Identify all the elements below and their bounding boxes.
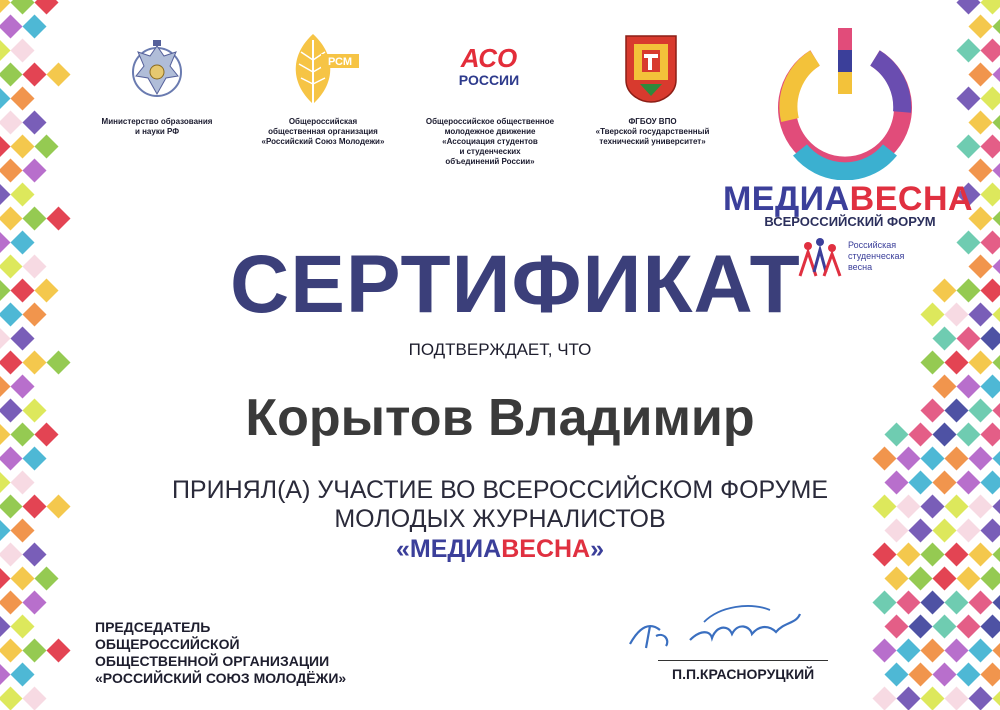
mosaic-diamond — [884, 422, 908, 446]
mosaic-diamond — [980, 662, 1000, 686]
mosaic-diamond — [0, 398, 23, 422]
mosaic-diamond — [896, 638, 920, 662]
mosaic-diamond — [980, 86, 1000, 110]
mosaic-diamond — [980, 422, 1000, 446]
mosaic-diamond — [980, 278, 1000, 302]
mosaic-diamond — [0, 182, 11, 206]
mosaic-diamond — [920, 398, 944, 422]
org-caption-aso: Общероссийское общественное молодежное движение «Ассоциация студентов и студенческих объединений России» — [425, 117, 555, 166]
mosaic-diamond — [956, 566, 980, 590]
mosaic-diamond — [10, 278, 34, 302]
mosaic-diamond — [968, 590, 992, 614]
mosaic-diamond — [908, 518, 932, 542]
mosaic-diamond — [956, 374, 980, 398]
forum-brand-part1: МЕДИА — [722, 180, 850, 218]
mosaic-diamond — [968, 254, 992, 278]
mosaic-diamond — [932, 422, 956, 446]
mosaic-diamond — [0, 326, 11, 350]
mosaic-diamond — [992, 494, 1000, 518]
mosaic-diamond — [992, 158, 1000, 182]
mosaic-diamond — [944, 350, 968, 374]
mosaic-diamond — [10, 662, 34, 686]
mosaic-diamond — [956, 134, 980, 158]
mosaic-diamond — [10, 38, 34, 62]
mosaic-diamond — [22, 590, 46, 614]
mosaic-diamond — [932, 518, 956, 542]
tver-coat-of-arms-icon — [622, 32, 680, 104]
mosaic-diamond — [46, 350, 70, 374]
mosaic-diamond — [968, 110, 992, 134]
event-name-part1: МЕДИА — [409, 535, 502, 563]
mosaic-diamond — [980, 566, 1000, 590]
birch-leaf-rsm-logo — [283, 30, 363, 110]
mosaic-diamond — [956, 278, 980, 302]
mosaic-diamond — [968, 638, 992, 662]
mosaic-diamond — [872, 590, 896, 614]
mosaic-diamond — [0, 206, 23, 230]
mosaic-diamond — [968, 350, 992, 374]
mosaic-diamond — [0, 638, 23, 662]
mosaic-diamond — [932, 614, 956, 638]
aso-logo-bottom-text: РОССИИ — [458, 72, 520, 88]
mosaic-diamond — [0, 38, 11, 62]
mosaic-diamond — [932, 566, 956, 590]
forum-subtitle: ВСЕРОССИЙСКИЙ ФОРУМ — [764, 214, 936, 229]
mosaic-diamond — [968, 398, 992, 422]
mosaic-diamond — [980, 518, 1000, 542]
mosaic-diamond — [980, 38, 1000, 62]
mosaic-diamond — [956, 614, 980, 638]
mosaic-diamond — [34, 422, 58, 446]
mosaic-diamond — [884, 662, 908, 686]
mosaic-diamond — [872, 446, 896, 470]
mosaic-diamond — [992, 206, 1000, 230]
event-name-part2: ВЕСНА — [501, 535, 591, 563]
mosaic-diamond — [920, 590, 944, 614]
mosaic-diamond — [46, 62, 70, 86]
mosaic-diamond — [908, 566, 932, 590]
mosaic-diamond — [0, 0, 11, 15]
mosaic-diamond — [10, 422, 34, 446]
mosaic-diamond — [908, 470, 932, 494]
mosaic-diamond — [980, 0, 1000, 15]
mosaic-diamond — [968, 302, 992, 326]
rsv-emblem-icon — [796, 236, 842, 280]
mosaic-diamond — [992, 110, 1000, 134]
mosaic-diamond — [992, 542, 1000, 566]
mosaic-diamond — [908, 422, 932, 446]
mosaic-diamond — [956, 518, 980, 542]
mosaic-diamond — [968, 542, 992, 566]
mosaic-diamond — [0, 86, 11, 110]
quote-close: » — [590, 535, 605, 563]
mosaic-diamond — [0, 14, 23, 38]
aso-logo — [444, 44, 534, 92]
mosaic-diamond — [34, 278, 58, 302]
mosaic-diamond — [22, 302, 46, 326]
mosaic-diamond — [22, 14, 46, 38]
mosaic-diamond — [10, 230, 34, 254]
mosaic-diamond — [896, 494, 920, 518]
confirms-text: ПОДТВЕРЖДАЕТ, ЧТО — [408, 340, 592, 359]
mosaic-diamond — [920, 446, 944, 470]
mosaic-diamond — [956, 0, 980, 15]
mosaic-diamond — [22, 110, 46, 134]
mosaic-diamond — [896, 446, 920, 470]
mosaic-diamond — [0, 350, 23, 374]
mosaic-diamond — [980, 134, 1000, 158]
mosaic-diamond — [920, 494, 944, 518]
mosaic-diamond — [944, 686, 968, 710]
mosaic-diamond — [0, 542, 23, 566]
mosaic-diamond — [0, 62, 23, 86]
mosaic-diamond — [932, 374, 956, 398]
mosaic-diamond — [980, 230, 1000, 254]
mosaic-diamond — [968, 446, 992, 470]
signatory-name: П.П.КРАСНОРУЦКИЙ — [672, 666, 815, 682]
mosaic-diamond — [992, 446, 1000, 470]
mosaic-diamond — [0, 134, 11, 158]
mosaic-diamond — [956, 86, 980, 110]
mosaic-diamond — [22, 494, 46, 518]
mosaic-diamond — [932, 278, 956, 302]
org-caption-rsm: Общероссийская общественная организация «Российский Союз Молодежи» — [261, 117, 385, 146]
mosaic-diamond — [22, 254, 46, 278]
mosaic-diamond — [10, 182, 34, 206]
mosaic-diamond — [0, 254, 23, 278]
mosaic-diamond — [992, 254, 1000, 278]
mosaic-diamond — [0, 230, 11, 254]
mosaic-diamond — [0, 278, 11, 302]
mosaic-diamond — [956, 470, 980, 494]
power-icon — [770, 20, 920, 180]
mosaic-diamond — [22, 398, 46, 422]
mosaic-diamond — [46, 638, 70, 662]
mosaic-diamond — [872, 638, 896, 662]
mosaic-diamond — [944, 590, 968, 614]
mosaic-diamond — [22, 446, 46, 470]
mosaic-diamond — [944, 446, 968, 470]
mosaic-diamond — [0, 518, 11, 542]
mosaic-diamond — [22, 686, 46, 710]
mosaic-diamond — [992, 590, 1000, 614]
mosaic-diamond — [956, 326, 980, 350]
mosaic-diamond — [956, 38, 980, 62]
mosaic-diamond — [10, 0, 34, 15]
mosaic-diamond — [968, 62, 992, 86]
mosaic-diamond — [10, 134, 34, 158]
mosaic-diamond — [980, 326, 1000, 350]
mosaic-diamond — [992, 302, 1000, 326]
mosaic-diamond — [992, 398, 1000, 422]
participation-line-1: ПРИНЯЛ(А) УЧАСТИЕ ВО ВСЕРОССИЙСКОМ ФОРУМЕ — [171, 476, 829, 504]
mosaic-diamond — [980, 182, 1000, 206]
mosaic-diamond — [10, 470, 34, 494]
handwritten-signature — [620, 596, 810, 660]
mosaic-diamond — [46, 206, 70, 230]
mosaic-diamond — [932, 470, 956, 494]
mosaic-diamond — [0, 446, 23, 470]
tver-university-emblem — [622, 32, 680, 104]
mosaic-diamond — [920, 302, 944, 326]
recipient-name: Корытов Владимир — [245, 389, 755, 447]
mosaic-diamond — [980, 614, 1000, 638]
mosaic-diamond — [992, 686, 1000, 710]
mosaic-diamond — [944, 542, 968, 566]
mosaic-diamond — [34, 566, 58, 590]
mosaic-diamond — [0, 422, 11, 446]
mosaic-diamond — [944, 638, 968, 662]
mosaic-diamond — [22, 542, 46, 566]
org-caption-ministry: Министерство образования и науки РФ — [101, 117, 213, 136]
ministry-emblem — [128, 36, 186, 106]
mosaic-diamond — [22, 62, 46, 86]
signature-line — [658, 660, 828, 661]
mosaic-diamond — [920, 350, 944, 374]
certificate-title: СЕРТИФИКАТ — [230, 239, 801, 330]
mosaic-diamond — [0, 470, 11, 494]
mosaic-diamond — [992, 638, 1000, 662]
mosaic-diamond — [22, 158, 46, 182]
mosaic-diamond — [944, 302, 968, 326]
mosaic-diamond — [896, 542, 920, 566]
mosaic-diamond — [46, 494, 70, 518]
mosaic-diamond — [896, 686, 920, 710]
mosaic-diamond — [872, 686, 896, 710]
rsm-logo-text: РСМ — [327, 56, 353, 68]
participation-line-2: МОЛОДЫХ ЖУРНАЛИСТОВ — [334, 505, 666, 533]
mosaic-diamond — [0, 590, 23, 614]
mosaic-diamond — [884, 614, 908, 638]
rsv-text: Российская студенческая весна — [848, 240, 905, 272]
mosaic-diamond — [10, 326, 34, 350]
org-caption-tver: ФГБОУ ВПО «Тверской государственный технический университет» — [595, 117, 710, 146]
mosaic-diamond — [992, 62, 1000, 86]
mosaic-diamond — [932, 326, 956, 350]
mosaic-diamond — [22, 638, 46, 662]
mosaic-diamond — [992, 14, 1000, 38]
mosaic-diamond — [968, 14, 992, 38]
mosaic-diamond — [908, 614, 932, 638]
eagle-emblem-icon — [128, 36, 186, 106]
mosaic-diamond — [968, 494, 992, 518]
mosaic-diamond — [22, 206, 46, 230]
mosaic-diamond — [980, 470, 1000, 494]
mosaic-diamond — [0, 566, 11, 590]
mosaic-diamond — [0, 686, 23, 710]
mosaic-diamond — [920, 686, 944, 710]
mosaic-diamond — [920, 542, 944, 566]
mosaic-diamond — [896, 590, 920, 614]
power-symbol-logo — [770, 20, 920, 180]
mosaic-diamond — [0, 158, 23, 182]
quote-open: « — [395, 535, 410, 563]
mosaic-diamond — [980, 374, 1000, 398]
mosaic-diamond — [932, 662, 956, 686]
left-mosaic-border — [0, 0, 80, 710]
mosaic-diamond — [968, 686, 992, 710]
mosaic-diamond — [0, 374, 11, 398]
mosaic-diamond — [10, 86, 34, 110]
mosaic-diamond — [944, 398, 968, 422]
forum-brand-part2: ВЕСНА — [849, 180, 974, 218]
mosaic-diamond — [992, 350, 1000, 374]
mosaic-diamond — [0, 494, 23, 518]
aso-logo-top-text: АСО — [460, 43, 518, 73]
mosaic-diamond — [0, 302, 23, 326]
mosaic-diamond — [0, 614, 11, 638]
event-name — [110, 535, 890, 564]
mosaic-diamond — [10, 566, 34, 590]
mosaic-diamond — [34, 134, 58, 158]
rsm-logo — [283, 30, 363, 110]
mosaic-diamond — [956, 422, 980, 446]
mosaic-diamond — [908, 662, 932, 686]
mosaic-diamond — [968, 158, 992, 182]
signatory-position: ПРЕДСЕДАТЕЛЬ ОБЩЕРОССИЙСКОЙ ОБЩЕСТВЕННОЙ ОРГАНИЗАЦИИ «РОССИЙСКИЙ СОЮЗ МОЛОДЁЖИ» — [95, 619, 347, 686]
mosaic-diamond — [34, 0, 58, 15]
mosaic-diamond — [10, 614, 34, 638]
mosaic-diamond — [920, 638, 944, 662]
mosaic-diamond — [0, 110, 23, 134]
mosaic-diamond — [22, 350, 46, 374]
rsv-logo — [796, 236, 926, 280]
mosaic-diamond — [944, 494, 968, 518]
mosaic-diamond — [10, 518, 34, 542]
mosaic-diamond — [956, 662, 980, 686]
mosaic-diamond — [10, 374, 34, 398]
mosaic-diamond — [0, 662, 11, 686]
mosaic-diamond — [884, 566, 908, 590]
mosaic-diamond — [956, 230, 980, 254]
